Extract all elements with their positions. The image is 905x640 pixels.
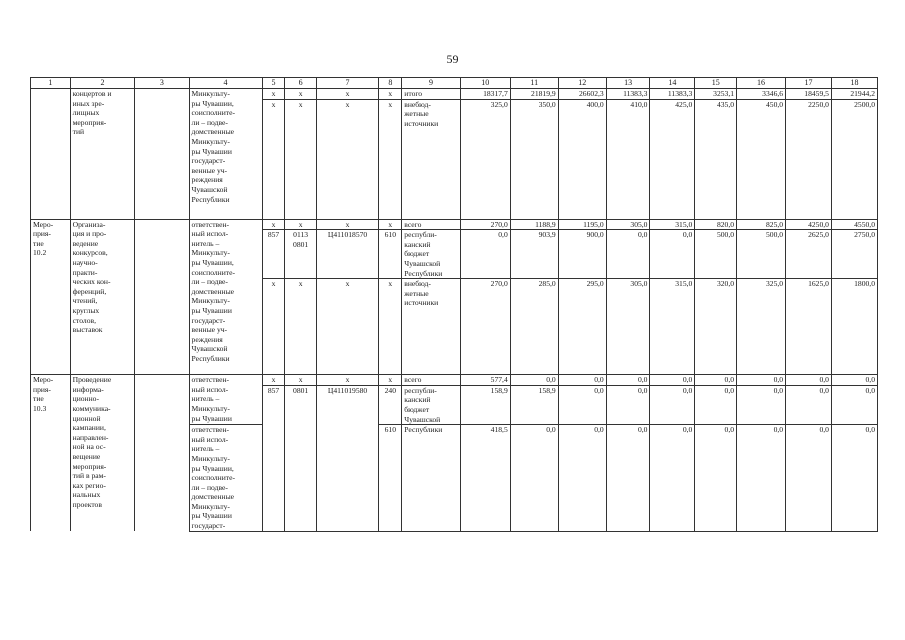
amount-cell: 158,9 <box>510 385 558 424</box>
amount-cell: 0,0 <box>737 425 786 532</box>
amount-cell: 18459,5 <box>786 89 832 100</box>
column-number-17: 17 <box>786 78 832 89</box>
amount-cell: 0,0 <box>650 425 695 532</box>
funding-source-cell: итого <box>402 89 460 100</box>
budget-code-cell: х <box>262 89 285 100</box>
column-number-3: 3 <box>135 78 189 89</box>
event-number-cell: Меро- прия- тие 10.2 <box>31 219 71 375</box>
amount-cell: 0,0 <box>558 375 606 386</box>
column-number-16: 16 <box>737 78 786 89</box>
event-name-cell: Проведение информа- ционно- коммуника- ционной кампании, направлен- ной на ос- вещение мероприя- тий в рам- ках регио- нальных проектов <box>70 375 135 532</box>
amount-cell: 0,0 <box>737 385 786 424</box>
funding-source-cell: всего <box>402 219 460 230</box>
amount-cell: 270,0 <box>460 219 510 230</box>
target-code-cell: Ц411018570 <box>316 230 379 279</box>
amount-cell: 425,0 <box>650 99 695 219</box>
amount-cell: 11383,3 <box>606 89 650 100</box>
column-number-15: 15 <box>695 78 737 89</box>
column-number-8: 8 <box>379 78 402 89</box>
amount-cell: 0,0 <box>606 230 650 279</box>
amount-cell: 0,0 <box>650 230 695 279</box>
funding-source-cell: республи- канский бюджет Чувашской Республики <box>402 230 460 279</box>
target-indicator-cell <box>135 89 189 220</box>
column-number-10: 10 <box>460 78 510 89</box>
amount-cell: 418,5 <box>460 425 510 532</box>
page-number: 59 <box>446 52 459 66</box>
section-code-cell: х <box>285 279 316 375</box>
funding-source-cell: внебюд- жетные источники <box>402 279 460 375</box>
target-code-cell: х <box>316 89 379 100</box>
amount-cell: 825,0 <box>737 219 786 230</box>
amount-cell: 285,0 <box>510 279 558 375</box>
program-table <box>30 77 878 532</box>
section-code-cell: 0801 <box>285 385 316 424</box>
section-code-cell: х <box>285 99 316 219</box>
amount-cell: 350,0 <box>510 99 558 219</box>
column-number-5: 5 <box>262 78 285 89</box>
amount-cell: 0,0 <box>606 385 650 424</box>
funding-source-cell: Республики <box>402 425 460 532</box>
target-code-cell <box>316 425 379 532</box>
amount-cell: 158,9 <box>460 385 510 424</box>
budget-code-cell: х <box>262 375 285 386</box>
event-name-cell: концертов и иных зре- лищных мероприя- тий <box>70 89 135 220</box>
expense-type-cell: 240 <box>379 385 402 424</box>
section-code-cell: 0113 0801 <box>285 230 316 279</box>
executor-cell: Минкульту- ры Чувашии, соисполните- ли – подве- домственные Минкульту- ры Чувашии государст- венные уч- реждения Чувашской Республики <box>189 89 262 220</box>
amount-cell: 0,0 <box>786 385 832 424</box>
target-code-cell: х <box>316 99 379 219</box>
amount-cell: 2625,0 <box>786 230 832 279</box>
amount-cell: 305,0 <box>606 219 650 230</box>
funding-source-cell: республи- канский бюджет Чувашской <box>402 385 460 424</box>
amount-cell: 0,0 <box>510 425 558 532</box>
amount-cell: 1188,9 <box>510 219 558 230</box>
amount-cell: 0,0 <box>695 385 737 424</box>
column-number-4: 4 <box>189 78 262 89</box>
amount-cell: 0,0 <box>558 425 606 532</box>
funding-source-cell: внебюд- жетные источники <box>402 99 460 219</box>
amount-cell: 325,0 <box>460 99 510 219</box>
amount-cell: 0,0 <box>510 375 558 386</box>
target-code-cell: х <box>316 219 379 230</box>
amount-cell: 11383,3 <box>650 89 695 100</box>
executor-cell: ответствен- ный испол- нитель – Минкульту- ры Чувашии, соисполните- ли – подве- домственные Минкульту- ры Чувашии государст- <box>189 425 262 532</box>
event-number-cell: Меро- прия- тие 10.3 <box>31 375 71 532</box>
expense-type-cell: х <box>379 375 402 386</box>
amount-cell: 0,0 <box>786 375 832 386</box>
expense-type-cell: х <box>379 89 402 100</box>
target-indicator-cell <box>135 219 189 375</box>
amount-cell: 577,4 <box>460 375 510 386</box>
budget-code-cell: 857 <box>262 385 285 424</box>
amount-cell: 1625,0 <box>786 279 832 375</box>
budget-code-cell: 857 <box>262 230 285 279</box>
amount-cell: 0,0 <box>786 425 832 532</box>
amount-cell: 900,0 <box>558 230 606 279</box>
column-number-9: 9 <box>402 78 460 89</box>
amount-cell: 0,0 <box>606 375 650 386</box>
amount-cell: 0,0 <box>695 375 737 386</box>
amount-cell: 4250,0 <box>786 219 832 230</box>
section-code-cell: х <box>285 375 316 386</box>
funding-source-cell: всего <box>402 375 460 386</box>
column-number-2: 2 <box>70 78 135 89</box>
amount-cell: 4550,0 <box>831 219 877 230</box>
column-number-18: 18 <box>831 78 877 89</box>
target-code-cell: х <box>316 375 379 386</box>
table-row <box>31 219 878 230</box>
amount-cell: 1195,0 <box>558 219 606 230</box>
amount-cell: 270,0 <box>460 279 510 375</box>
amount-cell: 0,0 <box>737 375 786 386</box>
amount-cell: 820,0 <box>695 219 737 230</box>
amount-cell: 0,0 <box>831 385 877 424</box>
amount-cell: 21819,9 <box>510 89 558 100</box>
amount-cell: 903,9 <box>510 230 558 279</box>
column-number-13: 13 <box>606 78 650 89</box>
expense-type-cell: х <box>379 219 402 230</box>
column-number-7: 7 <box>316 78 379 89</box>
amount-cell: 450,0 <box>737 99 786 219</box>
expense-type-cell: 610 <box>379 230 402 279</box>
amount-cell: 500,0 <box>737 230 786 279</box>
amount-cell: 500,0 <box>695 230 737 279</box>
budget-code-cell: х <box>262 219 285 230</box>
amount-cell: 320,0 <box>695 279 737 375</box>
event-name-cell: Организа- ция и про- ведение конкурсов, научно- практи- ческих кон- ференций, чтений, круглых столов, выставок <box>70 219 135 375</box>
amount-cell: 295,0 <box>558 279 606 375</box>
column-number-11: 11 <box>510 78 558 89</box>
executor-cell: ответствен- ный испол- нитель – Минкульту- ры Чувашии, соисполните- ли – подве- домственные Минкульту- ры Чувашии государст- венные уч- реждения Чувашской Республики <box>189 219 262 375</box>
amount-cell: 1800,0 <box>831 279 877 375</box>
amount-cell: 315,0 <box>650 279 695 375</box>
amount-cell: 0,0 <box>650 375 695 386</box>
expense-type-cell: х <box>379 279 402 375</box>
amount-cell: 435,0 <box>695 99 737 219</box>
column-number-14: 14 <box>650 78 695 89</box>
budget-code-cell: х <box>262 279 285 375</box>
amount-cell: 0,0 <box>831 425 877 532</box>
target-code-cell: Ц411019580 <box>316 385 379 424</box>
column-number-12: 12 <box>558 78 606 89</box>
amount-cell: 2750,0 <box>831 230 877 279</box>
budget-code-cell: х <box>262 99 285 219</box>
table-row <box>31 89 878 100</box>
amount-cell: 2250,0 <box>786 99 832 219</box>
amount-cell: 0,0 <box>650 385 695 424</box>
expense-type-cell: 610 <box>379 425 402 532</box>
amount-cell: 305,0 <box>606 279 650 375</box>
amount-cell: 400,0 <box>558 99 606 219</box>
event-number-cell <box>31 89 71 220</box>
amount-cell: 26602,3 <box>558 89 606 100</box>
amount-cell: 0,0 <box>695 425 737 532</box>
column-number-6: 6 <box>285 78 316 89</box>
amount-cell: 315,0 <box>650 219 695 230</box>
target-indicator-cell <box>135 375 189 532</box>
amount-cell: 0,0 <box>831 375 877 386</box>
amount-cell: 410,0 <box>606 99 650 219</box>
amount-cell: 3253,1 <box>695 89 737 100</box>
amount-cell: 21944,2 <box>831 89 877 100</box>
target-code-cell: х <box>316 279 379 375</box>
budget-code-cell <box>262 425 285 532</box>
table-row <box>31 375 878 386</box>
amount-cell: 0,0 <box>606 425 650 532</box>
section-code-cell <box>285 425 316 532</box>
column-number-row <box>31 78 878 89</box>
amount-cell: 18317,7 <box>460 89 510 100</box>
amount-cell: 3346,6 <box>737 89 786 100</box>
amount-cell: 2500,0 <box>831 99 877 219</box>
executor-cell: ответствен- ный испол- нитель – Минкульту- ры Чувашии <box>189 375 262 425</box>
section-code-cell: х <box>285 89 316 100</box>
amount-cell: 0,0 <box>558 385 606 424</box>
section-code-cell: х <box>285 219 316 230</box>
amount-cell: 325,0 <box>737 279 786 375</box>
column-number-1: 1 <box>31 78 71 89</box>
expense-type-cell: х <box>379 99 402 219</box>
amount-cell: 0,0 <box>460 230 510 279</box>
